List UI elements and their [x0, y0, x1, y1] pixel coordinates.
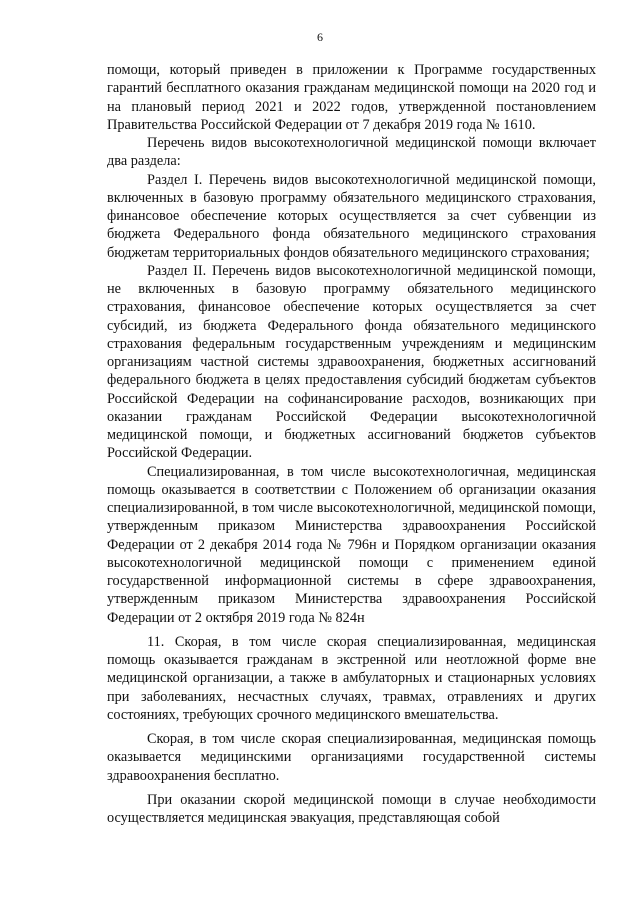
document-body	[107, 61, 596, 827]
paragraph-continuation: помощи, который приведен в приложении к Программе государственных гарантий бесплатного оказания гражданам медицинской помощи на 2020 год и на плановый период 2021 и 2022 годов, утвержденной постановлением Правительства Российской Федерации от 7 декабря 2019 года № 1610.	[107, 62, 596, 133]
paragraph-list-intro: Перечень видов высокотехнологичной медицинской помощи включает два раздела:	[107, 135, 596, 170]
page-number: 6	[317, 30, 323, 44]
paragraph-evacuation: При оказании скорой медицинской помощи в случае необходимости осуществляется медицинская эвакуация, представляющая собой	[107, 791, 596, 826]
paragraph-section-1: Раздел I. Перечень видов высокотехнологичной медицинской помощи, включенных в базовую программу обязательного медицинского страхования, финансовое обеспечение которых осуществляется за счет субвенции из бюджета Федерального фонда обязательного медицинского страхования бюджетам территориальных фондов обязательного медицинского страхования;	[107, 171, 596, 261]
paragraph-emergency-free: Скорая, в том числе скорая специализированная, медицинская помощь оказывается медицинскими организациями государственной системы здравоохранения бесплатно.	[107, 731, 596, 784]
paragraph-specialized-care: Специализированная, в том числе высокотехнологичная, медицинская помощь оказывается в соответствии с Положением об организации оказания специализированной, в том числе высокотехнологичной, медицинской помощи, утвержденным приказом Министерства здравоохранения Российской Федерации от 2 декабря 2014 года № 796н и Порядком организации оказания высокотехнологичной медицинской помощи с применением единой государственной информационной системы в сфере здравоохранения, утвержденным приказом Министерства здравоохранения Российской Федерации от 2 октября 2019 года № 824н	[107, 463, 596, 626]
paragraph-item-11: 11. Скорая, в том числе скорая специализированная, медицинская помощь оказывается гражданам в экстренной или неотложной форме вне медицинской организации, а также в амбулаторных и стационарных условиях при заболеваниях, несчастных случаях, травмах, отравлениях и других состояниях, требующих срочного медицинского вмешательства.	[107, 633, 596, 723]
paragraph-section-2: Раздел II. Перечень видов высокотехнологичной медицинской помощи, не включенных в базовую программу обязательного медицинского страхования, финансовое обеспечение которых осуществляется за счет субсидий, из бюджета Федерального фонда обязательного медицинского страхования федеральным государственным учреждениям и медицинским организациям частной системы здравоохранения, бюджетных ассигнований федерального бюджета в целях предоставления субсидий бюджетам субъектов Российской Федерации на софинансирование расходов, возникающих при оказании гражданам Российской Федерации высокотехнологичной медицинской помощи, и бюджетных ассигнований бюджетов субъектов Российской Федерации.	[107, 262, 596, 462]
